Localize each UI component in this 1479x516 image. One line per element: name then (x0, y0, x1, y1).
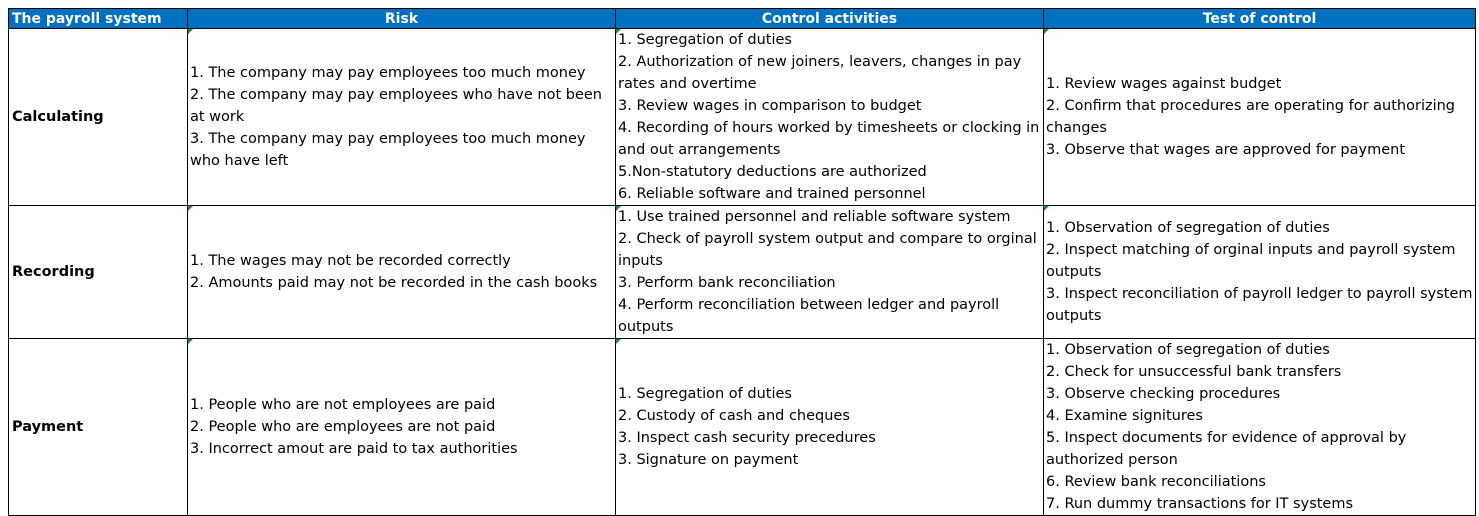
test-line: 1. Observation of segregation of duties (1046, 220, 1330, 236)
payroll-controls-table (8, 8, 1476, 516)
risk-line: 1. The company may pay employees too much money (190, 65, 586, 81)
cell-risk-calculating[interactable] (188, 29, 616, 206)
table-row-calculating (9, 29, 1476, 206)
risk-line: 2. The company may pay employees who have not been at work (190, 87, 602, 125)
test-line: 4. Examine signitures (1046, 408, 1203, 424)
header-control-activities[interactable]: Control activities (616, 9, 1044, 29)
test-line: 2. Inspect matching of orginal inputs and payroll system outputs (1046, 242, 1456, 280)
control-line: 3. Review wages in comparison to budget (618, 98, 922, 114)
test-line: 7. Run dummy transactions for IT systems (1046, 496, 1354, 512)
cell-risk-recording[interactable] (188, 206, 616, 339)
test-line: 3. Inspect reconciliation of payroll ledger to payroll system outputs (1046, 286, 1473, 324)
control-line: 5.Non-statutory deductions are authorized (618, 164, 927, 180)
cell-controls-payment[interactable] (616, 339, 1044, 516)
test-line: 5. Inspect documents for evidence of approval by authorized person (1046, 430, 1407, 468)
table-row-recording (9, 206, 1476, 339)
control-line: 6. Reliable software and trained personnel (618, 186, 926, 202)
risk-line: 3. Incorrect amout are paid to tax authorities (190, 441, 518, 457)
header-test-of-control[interactable]: Test of control (1044, 9, 1476, 29)
risk-line: 2. People who are employees are not paid (190, 419, 496, 435)
test-line: 6. Review bank reconciliations (1046, 474, 1266, 490)
risk-line: 2. Amounts paid may not be recorded in the cash books (190, 275, 598, 291)
test-line: 2. Confirm that procedures are operating for authorizing changes (1046, 98, 1456, 136)
test-line: 1. Review wages against budget (1046, 76, 1282, 92)
control-line: 2. Custody of cash and cheques (618, 408, 850, 424)
cell-tests-recording[interactable] (1044, 206, 1476, 339)
cell-controls-calculating[interactable] (616, 29, 1044, 206)
test-line: 3. Observe that wages are approved for payment (1046, 142, 1406, 158)
control-line: 1. Segregation of duties (618, 32, 792, 48)
cell-stage-recording[interactable]: Recording (9, 206, 188, 339)
control-line: 4. Recording of hours worked by timesheets or clocking in and out arrangements (618, 120, 1040, 158)
control-line: 4. Perform reconciliation between ledger and payroll outputs (618, 297, 1000, 335)
control-line: 3. Perform bank reconciliation (618, 275, 836, 291)
risk-line: 1. People who are not employees are paid (190, 397, 496, 413)
header-payroll-system[interactable]: The payroll system (9, 9, 188, 29)
test-line: 1. Observation of segregation of duties (1046, 342, 1330, 358)
cell-stage-calculating[interactable]: Calculating (9, 29, 188, 206)
payroll-controls-sheet (8, 8, 1476, 516)
control-line: 3. Inspect cash security precedures (618, 430, 876, 446)
risk-line: 3. The company may pay employees too much money who have left (190, 131, 586, 169)
control-line: 1. Segregation of duties (618, 386, 792, 402)
cell-tests-calculating[interactable] (1044, 29, 1476, 206)
cell-controls-recording[interactable] (616, 206, 1044, 339)
cell-tests-payment[interactable] (1044, 339, 1476, 516)
test-line: 2. Check for unsuccessful bank transfers (1046, 364, 1342, 380)
control-line: 1. Use trained personnel and reliable software system (618, 209, 1011, 225)
control-line: 2. Check of payroll system output and compare to orginal inputs (618, 231, 1037, 269)
test-line: 3. Observe checking procedures (1046, 386, 1281, 402)
header-row (9, 9, 1476, 29)
control-line: 3. Signature on payment (618, 452, 799, 468)
cell-risk-payment[interactable] (188, 339, 616, 516)
cell-stage-payment[interactable]: Payment (9, 339, 188, 516)
risk-line: 1. The wages may not be recorded correctly (190, 253, 511, 269)
control-line: 2. Authorization of new joiners, leavers, changes in pay rates and overtime (618, 54, 1022, 92)
header-risk[interactable]: Risk (188, 9, 616, 29)
table-row-payment (9, 339, 1476, 516)
